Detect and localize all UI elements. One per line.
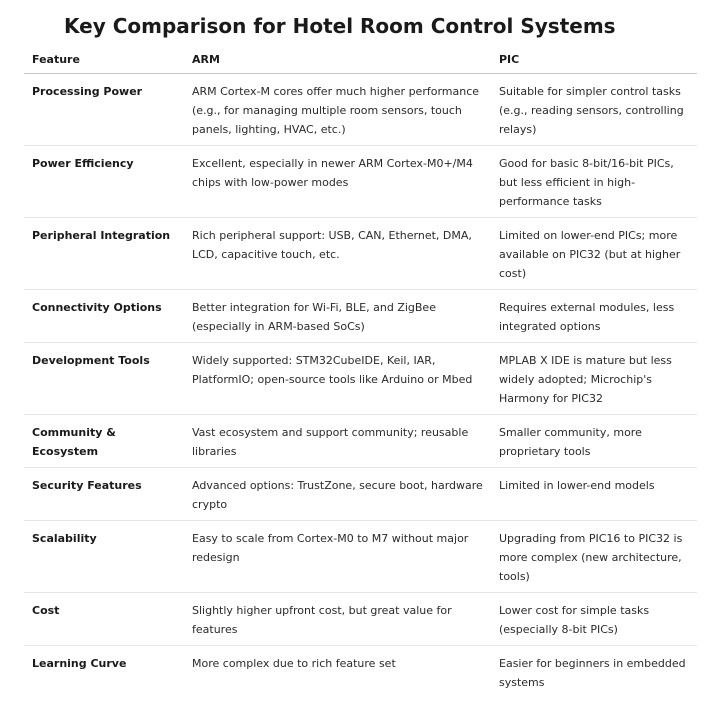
feature-cell: Security Features: [24, 468, 184, 521]
feature-cell: Power Efficiency: [24, 146, 184, 218]
table-row: [24, 343, 697, 415]
page-title: Key Comparison for Hotel Room Control Systems: [64, 14, 616, 38]
arm-cell: Excellent, especially in newer ARM Cortex-M0+/M4 chips with low-power modes: [184, 146, 491, 218]
table-row: [24, 74, 697, 146]
table-row: [24, 415, 697, 468]
pic-cell: Smaller community, more proprietary tools: [491, 415, 697, 468]
comparison-table: [24, 46, 697, 698]
arm-cell: Slightly higher upfront cost, but great value for features: [184, 593, 491, 646]
pic-cell: Easier for beginners in embedded systems: [499, 657, 686, 689]
arm-cell: ARM Cortex-M cores offer much higher performance (e.g., for managing multiple room sensors, touch panels, lighting, HVAC, etc.): [184, 74, 491, 146]
table-row: [24, 146, 697, 218]
arm-cell: Advanced options: TrustZone, secure boot, hardware crypto: [184, 468, 491, 521]
arm-cell: Vast ecosystem and support community; reusable libraries: [184, 415, 491, 468]
feature-cell: Processing Power: [24, 74, 184, 146]
table-row: [24, 290, 697, 343]
table-row: [24, 593, 697, 646]
table-row: [24, 468, 697, 521]
table-row: [24, 218, 697, 290]
pic-cell: Limited on lower-end PICs; more available on PIC32 (but at higher cost): [491, 218, 697, 290]
pic-cell: Suitable for simpler control tasks (e.g., reading sensors, controlling relays): [491, 74, 697, 146]
column-header-pic: PIC: [491, 46, 697, 74]
pic-cell: Upgrading from PIC16 to PIC32 is more complex (new architecture, tools): [491, 521, 697, 593]
column-header-feature: Feature: [24, 46, 184, 74]
pic-cell: MPLAB X IDE is mature but less widely adopted; Microchip's Harmony for PIC32: [491, 343, 697, 415]
arm-cell: More complex due to rich feature set: [192, 657, 396, 670]
feature-cell: Scalability: [24, 521, 184, 593]
table-header: [24, 46, 697, 74]
feature-cell: Learning Curve: [32, 657, 127, 670]
arm-cell: Rich peripheral support: USB, CAN, Ethernet, DMA, LCD, capacitive touch, etc.: [184, 218, 491, 290]
table-row: [24, 521, 697, 593]
arm-cell: Easy to scale from Cortex-M0 to M7 without major redesign: [184, 521, 491, 593]
feature-cell: Peripheral Integration: [24, 218, 184, 290]
arm-cell: Better integration for Wi-Fi, BLE, and ZigBee (especially in ARM-based SoCs): [184, 290, 491, 343]
feature-cell: Community & Ecosystem: [24, 415, 184, 468]
column-header-arm: ARM: [184, 46, 491, 74]
arm-cell: Widely supported: STM32CubeIDE, Keil, IAR, PlatformIO; open-source tools like Arduino or Mbed: [184, 343, 491, 415]
feature-cell: Connectivity Options: [24, 290, 184, 343]
pic-cell: Lower cost for simple tasks (especially 8-bit PICs): [491, 593, 697, 646]
table-row: [24, 646, 697, 699]
pic-cell: Requires external modules, less integrated options: [491, 290, 697, 343]
pic-cell: Limited in lower-end models: [491, 468, 697, 521]
pic-cell: Good for basic 8-bit/16-bit PICs, but less efficient in high-performance tasks: [491, 146, 697, 218]
feature-cell: Cost: [24, 593, 184, 646]
feature-cell: Development Tools: [24, 343, 184, 415]
header-row: [24, 46, 697, 74]
table-body: [24, 74, 697, 699]
